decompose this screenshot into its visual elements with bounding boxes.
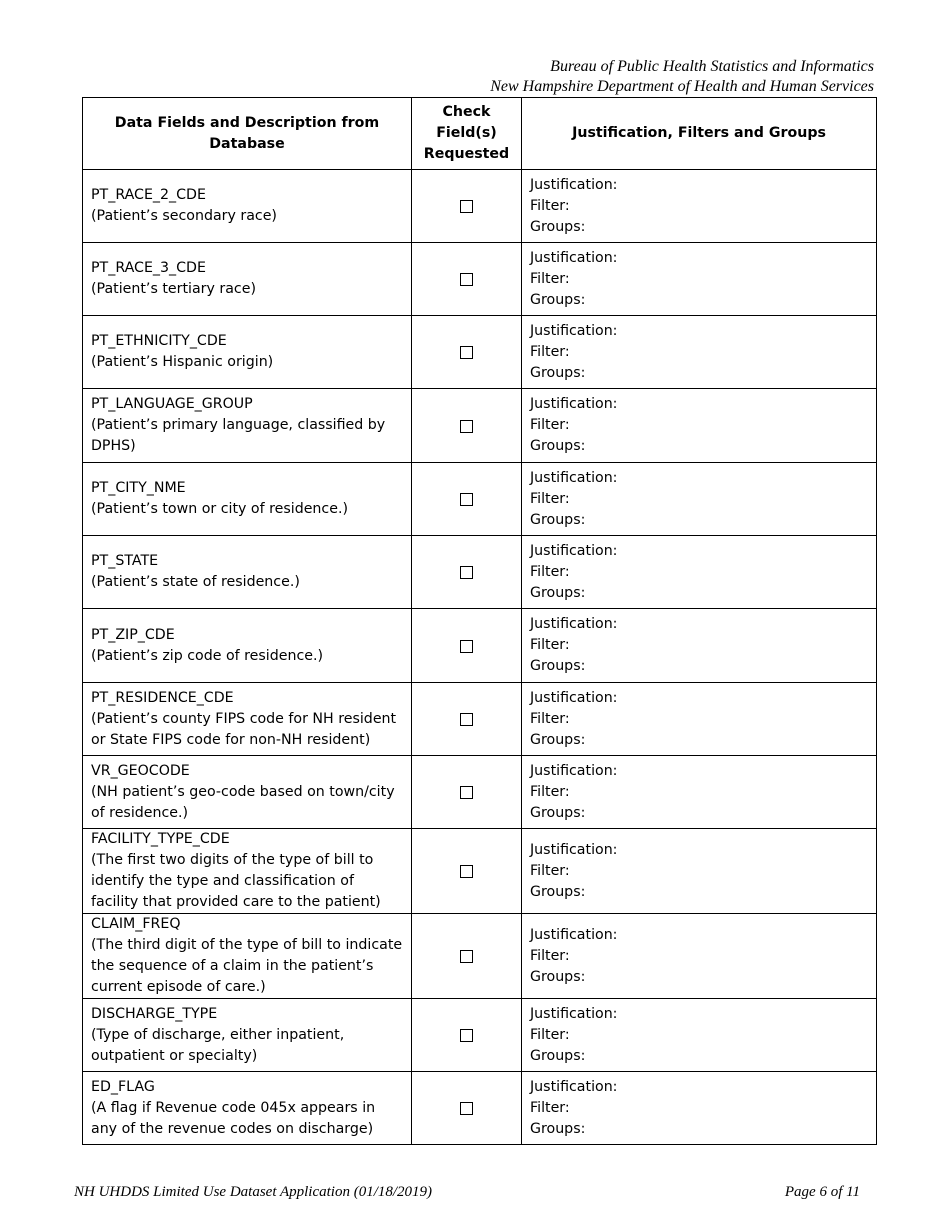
field-name: PT_ETHNICITY_CDE xyxy=(91,333,227,349)
request-checkbox[interactable] xyxy=(460,420,473,433)
justification-label: Justification: xyxy=(530,616,618,632)
request-checkbox[interactable] xyxy=(460,865,473,878)
field-description: (Patient’s zip code of residence.) xyxy=(91,647,324,664)
justification-label: Justification: xyxy=(530,689,618,706)
check-cell xyxy=(412,463,522,536)
justification-cell[interactable] xyxy=(522,316,877,389)
field-name: VR_GEOCODE xyxy=(91,762,190,779)
field-description: (A flag if Revenue code 045x appears in any of the revenue codes on discharge) xyxy=(91,1099,376,1137)
request-checkbox[interactable] xyxy=(460,346,473,359)
request-checkbox[interactable] xyxy=(460,566,473,579)
data-fields-table xyxy=(82,97,877,1145)
groups-label: Groups: xyxy=(530,658,586,674)
field-cell xyxy=(83,170,412,243)
filter-label: Filter: xyxy=(530,783,570,800)
field-name: PT_RACE_3_CDE xyxy=(91,260,206,276)
field-name: PT_RACE_2_CDE xyxy=(91,187,206,203)
filter-label: Filter: xyxy=(530,270,570,287)
justification-label: Justification: xyxy=(530,396,618,412)
groups-label: Groups: xyxy=(530,1047,586,1064)
header-bureau: Bureau of Public Health Statistics and Informatics xyxy=(550,58,874,75)
justification-cell[interactable] xyxy=(522,536,877,609)
groups-label: Groups: xyxy=(530,438,586,454)
field-name: FACILITY_TYPE_CDE xyxy=(91,831,230,847)
filter-label: Filter: xyxy=(530,563,570,580)
table-row xyxy=(83,756,877,829)
page-header xyxy=(490,57,874,97)
request-checkbox[interactable] xyxy=(460,1102,473,1115)
filter-label: Filter: xyxy=(530,947,570,964)
field-cell xyxy=(83,914,412,999)
table-header-row xyxy=(83,98,877,170)
justification-label: Justification: xyxy=(530,176,618,193)
justification-cell[interactable] xyxy=(522,914,877,999)
justification-label: Justification: xyxy=(530,926,618,943)
justification-cell[interactable] xyxy=(522,609,877,683)
request-checkbox[interactable] xyxy=(460,640,473,653)
groups-label: Groups: xyxy=(530,1120,586,1137)
field-cell xyxy=(83,609,412,683)
field-cell xyxy=(83,243,412,316)
justification-label: Justification: xyxy=(530,841,618,858)
field-description: (Patient’s Hispanic origin) xyxy=(91,354,274,370)
field-description: (Patient’s state of residence.) xyxy=(91,574,300,590)
field-description: (Patient’s tertiary race) xyxy=(91,281,256,297)
field-description: (The first two digits of the type of bill to identify the type and classification of facility that provided care to the patient) xyxy=(91,852,381,910)
table-row xyxy=(83,389,877,463)
field-description: (Type of discharge, either inpatient, outpatient or specialty) xyxy=(91,1026,345,1064)
field-name: PT_ZIP_CDE xyxy=(91,626,175,643)
check-cell xyxy=(412,243,522,316)
justification-label: Justification: xyxy=(530,322,618,339)
check-cell xyxy=(412,536,522,609)
field-cell xyxy=(83,999,412,1072)
justification-cell[interactable] xyxy=(522,243,877,316)
groups-label: Groups: xyxy=(530,968,586,985)
check-cell xyxy=(412,316,522,389)
justification-label: Justification: xyxy=(530,762,618,779)
groups-label: Groups: xyxy=(530,364,586,381)
header-justification: Justification, Filters and Groups xyxy=(522,98,877,170)
justification-cell[interactable] xyxy=(522,829,877,914)
field-name: PT_STATE xyxy=(91,553,159,569)
footer-document-title: NH UHDDS Limited Use Dataset Application (01/18/2019) xyxy=(74,1184,433,1200)
request-checkbox[interactable] xyxy=(460,713,473,726)
field-description: (Patient’s primary language, classified by DPHS) xyxy=(91,417,386,454)
table-row xyxy=(83,316,877,389)
field-name: ED_FLAG xyxy=(91,1078,155,1095)
groups-label: Groups: xyxy=(530,731,586,748)
field-description: (Patient’s county FIPS code for NH resident or State FIPS code for non-NH resident) xyxy=(91,710,397,748)
request-checkbox[interactable] xyxy=(460,200,473,213)
header-department: New Hampshire Department of Health and Human Services xyxy=(490,78,874,95)
table-row xyxy=(83,914,877,999)
filter-label: Filter: xyxy=(530,710,570,727)
check-cell xyxy=(412,1072,522,1145)
table-row xyxy=(83,243,877,316)
field-cell xyxy=(83,829,412,914)
field-cell xyxy=(83,536,412,609)
justification-label: Justification: xyxy=(530,249,618,266)
request-checkbox[interactable] xyxy=(460,786,473,799)
justification-cell[interactable] xyxy=(522,170,877,243)
table-row xyxy=(83,463,877,536)
header-check-fields: Check Field(s) Requested xyxy=(412,98,522,170)
field-cell xyxy=(83,756,412,829)
check-cell xyxy=(412,389,522,463)
request-checkbox[interactable] xyxy=(460,493,473,506)
justification-cell[interactable] xyxy=(522,999,877,1072)
request-checkbox[interactable] xyxy=(460,1029,473,1042)
field-name: PT_LANGUAGE_GROUP xyxy=(91,396,253,412)
field-cell xyxy=(83,463,412,536)
field-name: DISCHARGE_TYPE xyxy=(91,1005,218,1022)
check-cell xyxy=(412,683,522,756)
field-description: (Patient’s town or city of residence.) xyxy=(91,501,348,517)
check-cell xyxy=(412,609,522,683)
groups-label: Groups: xyxy=(530,291,586,308)
table-row xyxy=(83,683,877,756)
filter-label: Filter: xyxy=(530,490,570,507)
table-row xyxy=(83,609,877,683)
footer-page-number: Page 6 of 11 xyxy=(784,1184,860,1200)
filter-label: Filter: xyxy=(530,1099,570,1116)
filter-label: Filter: xyxy=(530,1026,570,1043)
groups-label: Groups: xyxy=(530,584,586,601)
field-description: (NH patient’s geo-code based on town/city of residence.) xyxy=(91,783,395,821)
justification-cell[interactable] xyxy=(522,463,877,536)
field-cell xyxy=(83,1072,412,1145)
table-row xyxy=(83,170,877,243)
field-cell xyxy=(83,389,412,463)
field-name: PT_CITY_NME xyxy=(91,480,186,496)
justification-label: Justification: xyxy=(530,1078,618,1095)
table-row xyxy=(83,999,877,1072)
field-description: (The third digit of the type of bill to indicate the sequence of a claim in the patient’s current episode of care.) xyxy=(91,937,403,995)
filter-label: Filter: xyxy=(530,862,570,879)
field-cell xyxy=(83,683,412,756)
check-cell xyxy=(412,756,522,829)
filter-label: Filter: xyxy=(530,637,570,653)
groups-label: Groups: xyxy=(530,804,586,821)
check-cell xyxy=(412,999,522,1072)
field-name: PT_RESIDENCE_CDE xyxy=(91,689,234,706)
field-cell xyxy=(83,316,412,389)
filter-label: Filter: xyxy=(530,197,570,214)
groups-label: Groups: xyxy=(530,511,586,528)
field-description: (Patient’s secondary race) xyxy=(91,208,277,224)
justification-cell[interactable] xyxy=(522,756,877,829)
table-row xyxy=(83,829,877,914)
field-name: CLAIM_FREQ xyxy=(91,916,181,932)
request-checkbox[interactable] xyxy=(460,950,473,963)
header-data-fields: Data Fields and Description from Database xyxy=(83,98,412,170)
justification-label: Justification: xyxy=(530,542,618,559)
justification-label: Justification: xyxy=(530,469,618,486)
justification-cell[interactable] xyxy=(522,389,877,463)
groups-label: Groups: xyxy=(530,218,586,235)
request-checkbox[interactable] xyxy=(460,273,473,286)
groups-label: Groups: xyxy=(530,883,586,900)
justification-label: Justification: xyxy=(530,1005,618,1022)
justification-cell[interactable] xyxy=(522,1072,877,1145)
check-cell xyxy=(412,914,522,999)
filter-label: Filter: xyxy=(530,417,570,433)
check-cell xyxy=(412,170,522,243)
check-cell xyxy=(412,829,522,914)
filter-label: Filter: xyxy=(530,343,570,360)
table-row xyxy=(83,1072,877,1145)
justification-cell[interactable] xyxy=(522,683,877,756)
table-row xyxy=(83,536,877,609)
